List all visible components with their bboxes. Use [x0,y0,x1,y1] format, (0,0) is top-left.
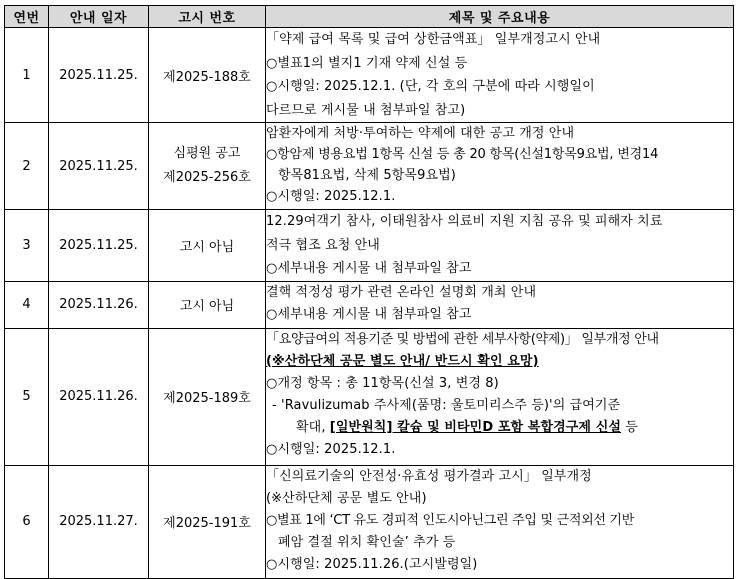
notice-no-line: 심평원 공고 [173,146,241,161]
row-date: 2025.11.26. [49,328,149,465]
row-content [266,328,734,465]
row-no: 3 [5,210,49,282]
row-date: 2025.11.27. [49,465,149,578]
row-date: 2025.11.25. [49,28,149,123]
subitem-text: 등 [625,419,638,435]
row-content [266,281,734,328]
content-item: 폐암 결절 위치 확인술’ 추가 등 [278,534,456,550]
table-header-row [5,6,734,28]
table-row [5,281,734,328]
row-date: 2025.11.25. [49,123,149,210]
header-date: 안내 일자 [49,6,149,28]
header-notice-no: 고시 번호 [149,6,266,28]
row-notice-no: 고시 아님 [149,210,266,282]
content-item: ○시행일: 2025.12.1. [266,441,396,457]
content-title: 「약제 급여 목록 및 급여 상한금액표」 일부개정고시 안내 [266,32,601,47]
content-item: 항목81요법, 삭제 5항목9요법) [278,168,456,183]
content-title: 결핵 적정성 평가 관련 온라인 설명회 개최 안내 [266,284,537,300]
content-title: 적극 협조 요청 안내 [266,237,380,253]
subitem-text: 확대, [296,419,326,435]
table-row [5,123,734,210]
row-no: 2 [5,123,49,210]
row-content [266,28,734,123]
content-title: 「요양급여의 적용기준 및 방법에 관한 세부사항(약제)」 일부개정 안내 [266,331,659,347]
notice-table [4,5,734,579]
row-no: 6 [5,465,49,578]
row-notice-no: 제2025-188호 [149,28,266,123]
row-date: 2025.11.26. [49,281,149,328]
row-no: 5 [5,328,49,465]
content-item: ○항암제 병용요법 1항목 신설 등 총 20 항목(신설1항목9요법, 변경14 [266,147,659,162]
content-item: ○별표1의 별지1 기재 약제 신설 등 [266,55,468,71]
content-item: ○시행일: 2025.12.1. (단, 각 호의 구분에 따라 시행일이 [266,79,595,94]
row-notice-no: 고시 아님 [149,281,266,328]
content-item: ○시행일: 2025.11.26.(고시발령일) [266,556,478,572]
header-content: 제목 및 주요내용 [266,6,734,28]
content-item: ○개정 항목 : 총 11항목(신설 3, 변경 8) [266,375,499,391]
row-notice-no: 제2025-191호 [149,465,266,578]
subitem-emphasis: [일반원칙] 칼슘 및 비타민D 포함 복합경구제 신설 [329,419,622,435]
row-no: 4 [5,281,49,328]
row-notice-no: 제2025-189호 [149,328,266,465]
row-date: 2025.11.25. [49,210,149,282]
row-content [266,123,734,210]
content-emphasis: (※산하단체 공문 별도 안내/ 반드시 확인 요망) [266,353,539,369]
content-title: 12.29여객기 참사, 이태원참사 의료비 지원 지침 공유 및 피해자 치료 [266,214,663,229]
row-content [266,465,734,578]
content-subitem: - 'Ravulizumab 주사제(품명: 울토미리스주 등)'의 급여기준 [272,397,621,413]
content-item: ○시행일: 2025.12.1. [266,189,396,204]
content-item: ○세부내용 게시물 내 첨부파일 참고 [266,261,472,276]
content-item: ○별표 1에 ‘CT 유도 경피적 인도시아닌그린 주입 및 근적외선 기반 [266,512,634,528]
content-item: 다르므로 게시물 내 첨부파일 참고) [266,102,466,118]
content-subitem [266,417,733,439]
content-item: (※산하단체 공문 별도 안내) [266,490,427,506]
table-row [5,465,734,578]
header-no: 연번 [5,6,49,28]
content-item: ○세부내용 게시물 내 첨부파일 참고 [266,306,472,322]
notice-no-line: 제2025-256호 [163,170,251,185]
row-content [266,210,734,282]
table-row [5,210,734,282]
table-row [5,28,734,123]
row-no: 1 [5,28,49,123]
row-notice-no [149,123,266,210]
content-title: 「신의료기술의 안전성·유효성 평가결과 고시」 일부개정 [266,468,592,484]
content-title: 암환자에게 처방·투여하는 약제에 대한 공고 개정 안내 [266,126,575,141]
table-row [5,328,734,465]
